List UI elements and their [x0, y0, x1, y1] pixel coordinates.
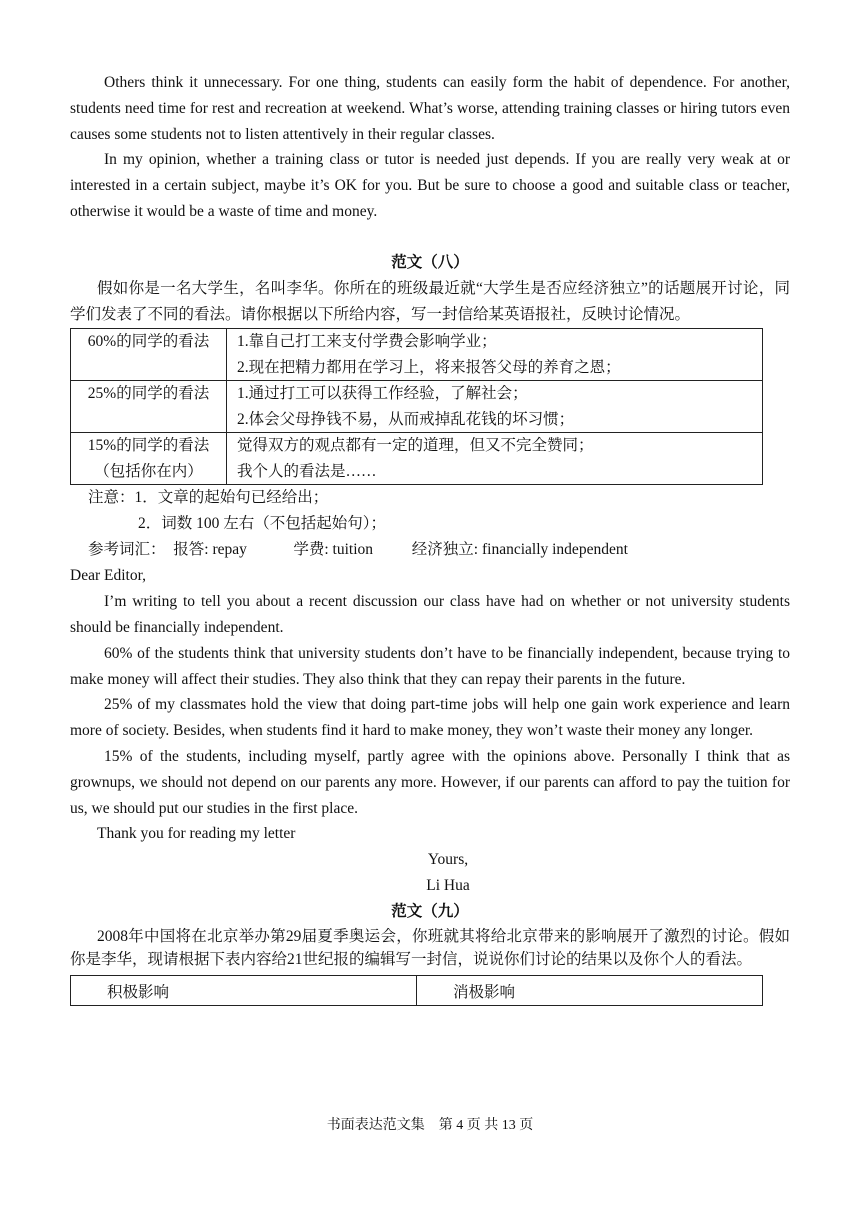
opinion-line: 1.通过打工可以获得工作经验，了解社会； — [237, 385, 528, 403]
group-label: 15%的同学的看法 — [87, 437, 210, 455]
table-row — [71, 329, 763, 381]
opinion-line: 觉得双方的观点都有一定的道理，但又不完全赞同； — [237, 437, 594, 455]
vocab-item: 学费: tuition — [293, 541, 374, 559]
essay9-prompt: 2008年中国将在北京举办第29届夏季奥运会，你班就其将给北京带来的影响展开了激烈的讨论。假如你是李华，现请根据下表内容给21世纪报的编辑写一封信，说说你们讨论的结果以及你个人的看法。 — [70, 928, 790, 969]
vocab-label: 参考词汇： — [88, 541, 166, 559]
group-label: 60%的同学的看法 — [87, 333, 210, 351]
document-page — [70, 70, 790, 1006]
letter-paragraph: 60% of the students think that university students don’t have to be financially independent, because trying to make money will affect their studies. They also think that they can repay their parents in the future. — [70, 644, 790, 688]
opinion-line: 我个人的看法是…… — [237, 462, 377, 480]
letter-greeting: Dear Editor, — [70, 567, 146, 585]
letter-closing: Yours, — [427, 851, 469, 869]
table-row — [71, 381, 763, 433]
essay8-prompt: 假如你是一名大学生，名叫李华。你所在的班级最近就“大学生是否应经济独立”的话题展开讨论，同学们发表了不同的看法。请你根据以下所给内容，写一封信给某英语报社，反映讨论情况。 — [70, 279, 790, 323]
negative-impact-header: 消极影响 — [417, 976, 763, 1006]
letter-paragraph: 15% of the students, including myself, partly agree with the opinions above. Personally I think that as grownups, we should not depend on our parents any more. However, if our parents can afford to pay the tuition for us, we should put our studies in the first place. — [70, 747, 790, 817]
letter-thanks: Thank you for reading my letter — [97, 825, 296, 843]
table-row — [71, 976, 763, 1006]
positive-impact-header: 积极影响 — [71, 976, 417, 1006]
letter-paragraph: I’m writing to tell you about a recent discussion our class have had on whether or not university students should be financially independent. — [70, 593, 790, 636]
intro-paragraph-2: In my opinion, whether a training class or tutor is needed just depends. If you are really very weak at or interested in a certain subject, maybe it’s OK for you. But be sure to choose a good and suitable class or teacher, otherwise it would be a waste of time and money. — [70, 151, 790, 220]
vocab-item: 经济独立: financially independent — [411, 541, 628, 559]
opinion-line: 2.现在把精力都用在学习上，将来报答父母的养育之恩； — [237, 358, 621, 376]
essay9-heading: 范文（九） — [391, 903, 469, 921]
group-label: 25%的同学的看法 — [87, 385, 210, 403]
opinions-table — [70, 328, 763, 485]
letter-signature: Li Hua — [426, 877, 470, 895]
note-line-2: 2．词数 100 左右（不包括起始句）； — [138, 515, 387, 533]
vocab-line — [70, 537, 790, 563]
impact-table — [70, 975, 763, 1006]
opinion-line: 2.体会父母挣钱不易，从而戒掉乱花钱的坏习惯； — [237, 410, 575, 428]
note-line-1: 注意：1．文章的起始句已经给出； — [88, 489, 329, 507]
opinion-line: 1.靠自己打工来支付学费会影响学业； — [237, 333, 497, 351]
letter-paragraph: 25% of my classmates hold the view that doing part-time jobs will help one gain work experience and learn more of society. Besides, when students find it hard to make money, they won’t waste their money any longer. — [70, 696, 790, 740]
intro-paragraph-1: Others think it unnecessary. For one thing, students can easily form the habit of dependence. For another, students need time for rest and recreation at weekend. What’s worse, attending training classes or hiring tutors even causes some students not to listen attentively in their regular classes. — [70, 74, 790, 143]
spacer — [70, 225, 790, 250]
vocab-item: 报答: repay — [173, 541, 247, 559]
table-row — [71, 433, 763, 485]
essay8-heading: 范文（八） — [391, 253, 469, 271]
page-footer: 书面表达范文集 第 4 页 共 13 页 — [326, 1118, 534, 1133]
group-sublabel: （包括你在内） — [94, 462, 203, 480]
